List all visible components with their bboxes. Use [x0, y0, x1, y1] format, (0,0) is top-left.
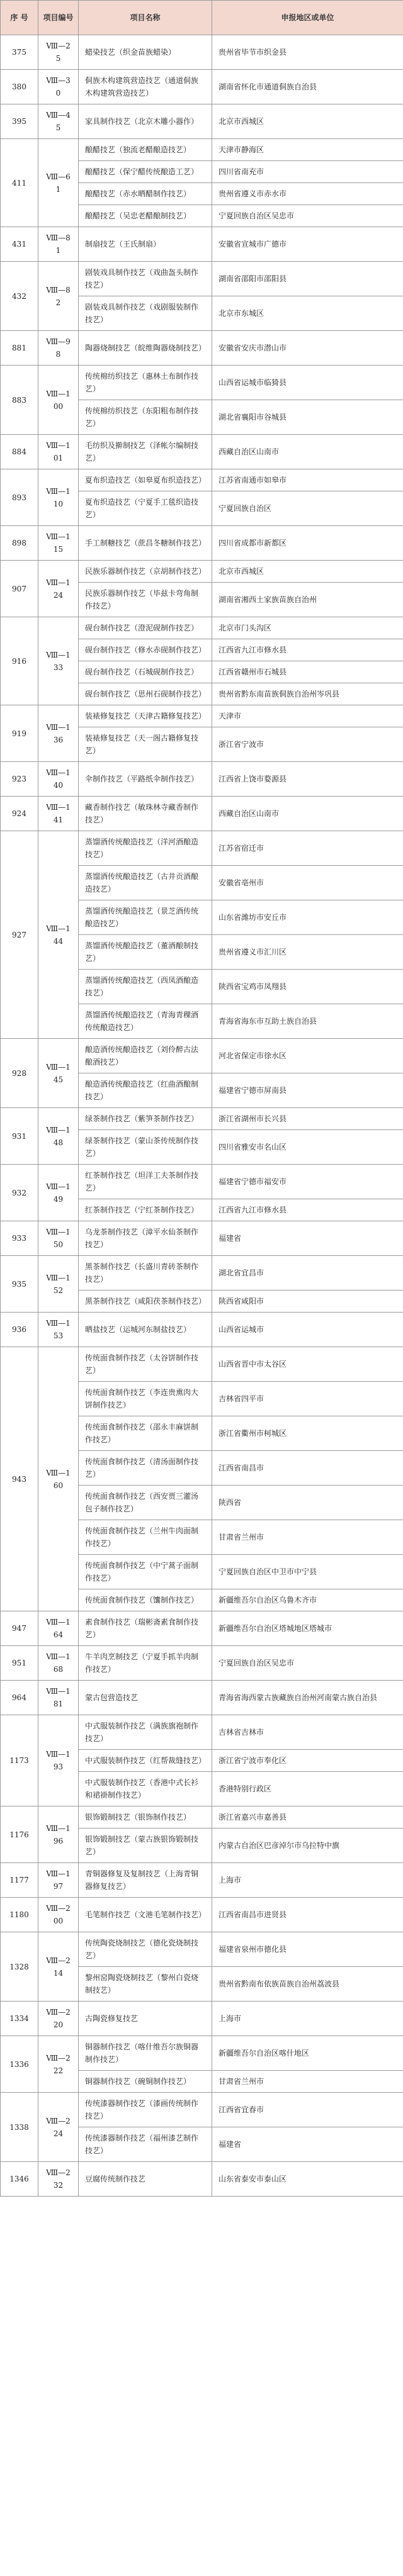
cell-code: Ⅷ—115 — [38, 526, 79, 561]
cell-region: 香港特别行政区 — [212, 1772, 403, 1806]
cell-region: 湖南省邵阳市邵阳县 — [212, 262, 403, 296]
cell-region: 上海市 — [212, 1863, 403, 1898]
cell-seq: 933 — [1, 1221, 38, 1256]
cell-region: 江苏省宿迁市 — [212, 831, 403, 866]
cell-code: Ⅷ—141 — [38, 797, 79, 831]
cell-code: Ⅷ—25 — [38, 35, 79, 70]
table-row — [1, 331, 403, 366]
cell-project-name: 蒙古包营造技艺 — [79, 1681, 212, 1715]
cell-seq: 1334 — [1, 2002, 38, 2036]
cell-project-name: 银饰锻制技艺（蒙古族银饰锻制技艺） — [79, 1828, 212, 1863]
cell-project-name: 牛羊肉烹制技艺（宁夏手抓羊肉制作技艺） — [79, 1646, 212, 1681]
cell-seq: 1336 — [1, 2036, 38, 2093]
cell-region: 福建省宁德市福安市 — [212, 1165, 403, 1199]
cell-project-name: 装裱修复技艺（天一阁古籍修复技艺） — [79, 727, 212, 762]
table-row — [1, 561, 403, 583]
cell-project-name: 传统面食制作技艺（太谷饼制作技艺） — [79, 1347, 212, 1382]
table-row — [1, 762, 403, 797]
cell-region: 青海省海东市互助土族自治县 — [212, 1004, 403, 1039]
header-code: 项目编号 — [38, 1, 79, 35]
cell-seq: 1346 — [1, 2162, 38, 2197]
cell-region: 甘肃省兰州市 — [212, 2071, 403, 2093]
cell-region: 湖南省怀化市通道侗族自治县 — [212, 70, 403, 104]
cell-code: Ⅷ—133 — [38, 617, 79, 705]
table-row — [1, 705, 403, 727]
cell-region: 湖南省湘西土家族苗族自治州 — [212, 583, 403, 617]
cell-region: 江西省九江市修水县 — [212, 1199, 403, 1221]
cell-project-name: 传统面食制作技艺（李连贵熏肉大饼制作技艺） — [79, 1382, 212, 1416]
cell-project-name: 绿茶制作技艺（紫笋茶制作技艺） — [79, 1108, 212, 1130]
cell-region: 青海省海西蒙古族藏族自治州河南蒙古族自治县 — [212, 1681, 403, 1715]
cell-region: 西藏自治区山南市 — [212, 435, 403, 469]
cell-region: 贵州省遵义市汇川区 — [212, 935, 403, 970]
cell-region: 浙江省宁波市 — [212, 727, 403, 762]
cell-project-name: 黑茶制作技艺（长盛川青砖茶制作技艺） — [79, 1256, 212, 1291]
cell-region: 贵州省黔南布依族苗族自治州荔波县 — [212, 1967, 403, 2002]
cell-region: 安徽省安庆市潜山市 — [212, 331, 403, 366]
cell-code: Ⅷ—81 — [38, 227, 79, 262]
cell-seq: 935 — [1, 1256, 38, 1313]
cell-region: 江西省九江市修水县 — [212, 639, 403, 661]
cell-seq: 916 — [1, 617, 38, 705]
cell-project-name: 黎州窑陶瓷烧制技艺（黎州白瓷烧制技艺） — [79, 1967, 212, 2002]
cell-project-name: 传统漆器制作技艺（漆画传统制作技艺） — [79, 2093, 212, 2127]
table-row — [1, 1039, 403, 1073]
cell-region: 山西省晋中市太谷区 — [212, 1347, 403, 1382]
table-row — [1, 1221, 403, 1256]
cell-seq: 936 — [1, 1313, 38, 1347]
table-row — [1, 1646, 403, 1681]
cell-project-name: 豆腐传统制作技艺 — [79, 2162, 212, 2197]
cell-project-name: 民族乐器制作技艺（毕兹卡弯角制作技艺） — [79, 583, 212, 617]
cell-project-name: 装裱修复技艺（天津古籍修复技艺） — [79, 705, 212, 727]
cell-code: Ⅷ—193 — [38, 1715, 79, 1806]
cell-region: 江苏省南通市如皋市 — [212, 469, 403, 491]
cell-seq: 411 — [1, 139, 38, 227]
header-name: 项目名称 — [79, 1, 212, 35]
cell-code: Ⅷ—200 — [38, 1898, 79, 1932]
header-seq: 序 号 — [1, 1, 38, 35]
cell-code: Ⅷ—152 — [38, 1256, 79, 1313]
cell-region: 陕西省 — [212, 1486, 403, 1520]
table-body — [1, 35, 403, 2197]
cell-seq: 1176 — [1, 1806, 38, 1863]
cell-region: 福建省宁德市屏南县 — [212, 1073, 403, 1108]
cell-code: Ⅷ—222 — [38, 2036, 79, 2093]
cell-seq: 881 — [1, 331, 38, 366]
cell-region: 西藏自治区山南市 — [212, 797, 403, 831]
cell-region: 新疆维吾尔自治区乌鲁木齐市 — [212, 1589, 403, 1611]
cell-project-name: 传统陶瓷烧制技艺（德化瓷烧制技艺） — [79, 1932, 212, 1967]
cell-seq: 375 — [1, 35, 38, 70]
cell-region: 福建省 — [212, 2127, 403, 2162]
cell-code: Ⅷ—220 — [38, 2002, 79, 2036]
table-row — [1, 469, 403, 491]
cell-code: Ⅷ—168 — [38, 1646, 79, 1681]
cell-region: 福建省泉州市德化县 — [212, 1932, 403, 1967]
table-row — [1, 1108, 403, 1130]
cell-project-name: 银饰锻制技艺（银饰制作技艺） — [79, 1806, 212, 1828]
cell-project-name: 酿醋技艺（赤水晒醋制作技艺） — [79, 183, 212, 205]
cell-region: 山东省潍坊市安丘市 — [212, 900, 403, 935]
cell-project-name: 铜器制作技艺（碗铜制作技艺） — [79, 2071, 212, 2093]
cell-region: 河北省保定市徐水区 — [212, 1039, 403, 1073]
cell-project-name: 晒盐技艺（运城河东制盐技艺） — [79, 1313, 212, 1347]
cell-code: Ⅷ—124 — [38, 561, 79, 617]
cell-project-name: 酿醋技艺（吴忠老醋酿制技艺） — [79, 205, 212, 227]
table-row — [1, 1611, 403, 1646]
cell-project-name: 陶器烧制技艺（皖维陶器烧制技艺） — [79, 331, 212, 366]
cell-region: 上海市 — [212, 2002, 403, 2036]
cell-code: Ⅷ—145 — [38, 1039, 79, 1108]
cell-code: Ⅷ—101 — [38, 435, 79, 469]
cell-region: 北京市西城区 — [212, 561, 403, 583]
cell-seq: 380 — [1, 70, 38, 104]
cell-region: 山西省运城市 — [212, 1313, 403, 1347]
cell-region: 江西省赣州市石城县 — [212, 661, 403, 683]
cell-code: Ⅷ—148 — [38, 1108, 79, 1165]
cell-code: Ⅷ—197 — [38, 1863, 79, 1898]
table-row — [1, 1313, 403, 1347]
cell-project-name: 中式服装制作技艺（红帮裁缝技艺） — [79, 1750, 212, 1772]
cell-project-name: 蜡染技艺（织金苗族蜡染） — [79, 35, 212, 70]
cell-code: Ⅷ—82 — [38, 262, 79, 331]
table-row — [1, 1347, 403, 1382]
cell-project-name: 伞制作技艺（平路纸伞制作技艺） — [79, 762, 212, 797]
cell-region: 北京市东城区 — [212, 296, 403, 331]
cell-seq: 964 — [1, 1681, 38, 1715]
cell-seq: 923 — [1, 762, 38, 797]
cell-seq: 924 — [1, 797, 38, 831]
cell-code: Ⅷ—144 — [38, 831, 79, 1039]
table-row — [1, 435, 403, 469]
cell-region: 四川省成都市新都区 — [212, 526, 403, 561]
cell-region: 北京市门头沟区 — [212, 617, 403, 639]
cell-project-name: 酿造酒传统酿造技艺（刘伶醉古法酿酒技艺） — [79, 1039, 212, 1073]
table-row — [1, 797, 403, 831]
cell-code: Ⅷ—61 — [38, 139, 79, 227]
cell-project-name: 蒸馏酒传统酿造技艺（洋河酒酿造技艺） — [79, 831, 212, 866]
table-row — [1, 104, 403, 139]
cell-region: 山西省运城市临猗县 — [212, 366, 403, 400]
cell-region: 江西省上饶市婺源县 — [212, 762, 403, 797]
cell-project-name: 民族乐器制作技艺（京胡制作技艺） — [79, 561, 212, 583]
cell-seq: 893 — [1, 469, 38, 526]
cell-project-name: 家具制作技艺（北京木雕小器作） — [79, 104, 212, 139]
cell-region: 宁夏回族自治区中卫市中宁县 — [212, 1555, 403, 1589]
table-row — [1, 617, 403, 639]
cell-seq: 1180 — [1, 1898, 38, 1932]
table-row — [1, 70, 403, 104]
table-row — [1, 1715, 403, 1750]
cell-project-name: 藏香制作技艺（敏珠林寺藏香制作技艺） — [79, 797, 212, 831]
cell-code: Ⅷ—153 — [38, 1313, 79, 1347]
cell-project-name: 毛笔制作技艺（文港毛笔制作技艺） — [79, 1898, 212, 1932]
cell-project-name: 剧装戏具制作技艺（戏曲盔头制作技艺） — [79, 262, 212, 296]
cell-project-name: 素食制作技艺（瑞彬斋素食制作技艺） — [79, 1611, 212, 1646]
cell-region: 宁夏回族自治区 — [212, 491, 403, 526]
cell-project-name: 红茶制作技艺（坦洋工夫茶制作技艺） — [79, 1165, 212, 1199]
cell-project-name: 传统面食制作技艺（邵永丰麻饼制作技艺） — [79, 1416, 212, 1451]
table-row — [1, 526, 403, 561]
cell-seq: 1328 — [1, 1932, 38, 2002]
cell-project-name: 蒸馏酒传统酿造技艺（古井贡酒酿造技艺） — [79, 866, 212, 900]
cell-project-name: 中式服装制作技艺（满族旗袍制作技艺） — [79, 1715, 212, 1750]
cell-seq: 883 — [1, 366, 38, 435]
cell-project-name: 夏布织造技艺（如皋夏布织造技艺） — [79, 469, 212, 491]
cell-seq: 947 — [1, 1611, 38, 1646]
cell-project-name: 酿醋技艺（独流老醋酿造技艺） — [79, 139, 212, 161]
cell-code: Ⅷ—160 — [38, 1347, 79, 1611]
cell-project-name: 传统面食制作技艺（馕制作技艺） — [79, 1589, 212, 1611]
table-row — [1, 2093, 403, 2127]
cell-region: 新疆维吾尔自治区喀什地区 — [212, 2036, 403, 2071]
cell-project-name: 乌龙茶制作技艺（漳平水仙茶制作技艺） — [79, 1221, 212, 1256]
cell-region: 宁夏回族自治区吴忠市 — [212, 1646, 403, 1681]
table-row — [1, 1165, 403, 1199]
cell-region: 宁夏回族自治区吴忠市 — [212, 205, 403, 227]
cell-project-name: 砚台制作技艺（修水赤砚制作技艺） — [79, 639, 212, 661]
table-row — [1, 227, 403, 262]
cell-project-name: 中式服装制作技艺（香港中式长衫和裙褂制作技艺） — [79, 1772, 212, 1806]
cell-region: 湖北省襄阳市谷城县 — [212, 400, 403, 435]
cell-region: 天津市静海区 — [212, 139, 403, 161]
cell-code: Ⅷ—196 — [38, 1806, 79, 1863]
cell-project-name: 蒸馏酒传统酿造技艺（董酒酿制技艺） — [79, 935, 212, 970]
cell-project-name: 酿醋技艺（保宁醋传统酿造工艺） — [79, 161, 212, 183]
cell-code: Ⅷ—214 — [38, 1932, 79, 2002]
cell-region: 安徽省宣城市广德市 — [212, 227, 403, 262]
cell-region: 贵州省毕节市织金县 — [212, 35, 403, 70]
cell-project-name: 黑茶制作技艺（咸阳茯茶制作技艺） — [79, 1291, 212, 1313]
table-row — [1, 1898, 403, 1932]
cell-code: Ⅷ—45 — [38, 104, 79, 139]
cell-project-name: 传统面食制作技艺（西安贾三灌汤包子制作技艺） — [79, 1486, 212, 1520]
cell-project-name: 古陶瓷修复技艺 — [79, 2002, 212, 2036]
table-row — [1, 366, 403, 400]
cell-seq: 943 — [1, 1347, 38, 1611]
cell-region: 吉林省吉林市 — [212, 1715, 403, 1750]
cell-project-name: 砚台制作技艺（石城砚制作技艺） — [79, 661, 212, 683]
cell-seq: 907 — [1, 561, 38, 617]
cell-project-name: 绿茶制作技艺（蒙山茶传统制作技艺） — [79, 1130, 212, 1165]
table-row — [1, 1863, 403, 1898]
cell-code: Ⅷ—30 — [38, 70, 79, 104]
cell-project-name: 蒸馏酒传统酿造技艺（景芝酒传统酿造技艺） — [79, 900, 212, 935]
cell-region: 江西省宜春市 — [212, 2093, 403, 2127]
cell-seq: 898 — [1, 526, 38, 561]
cell-region: 天津市 — [212, 705, 403, 727]
table-row — [1, 262, 403, 296]
cell-region: 江西省南昌市 — [212, 1451, 403, 1486]
cell-seq: 1173 — [1, 1715, 38, 1806]
cell-project-name: 毛纺织及擀制技艺（泽帐尔编制技艺） — [79, 435, 212, 469]
cell-region: 浙江省湖州市长兴县 — [212, 1108, 403, 1130]
cell-project-name: 手工制糖技艺（蔗昌冬糖制作技艺） — [79, 526, 212, 561]
cell-region: 安徽省亳州市 — [212, 866, 403, 900]
cell-region: 甘肃省兰州市 — [212, 1520, 403, 1555]
cell-region: 四川省雅安市名山区 — [212, 1130, 403, 1165]
cell-region: 内蒙古自治区巴彦淖尔市乌拉特中旗 — [212, 1828, 403, 1863]
cell-project-name: 砚台制作技艺（思州石砚制作技艺） — [79, 683, 212, 705]
cell-project-name: 传统棉纺织技艺（惠林土布制作技艺） — [79, 366, 212, 400]
cell-region: 浙江省衢州市柯城区 — [212, 1416, 403, 1451]
cell-code: Ⅷ—140 — [38, 762, 79, 797]
cell-code: Ⅷ—100 — [38, 366, 79, 435]
cell-region: 新疆维吾尔自治区塔城地区塔城市 — [212, 1611, 403, 1646]
cell-seq: 1177 — [1, 1863, 38, 1898]
table-row — [1, 831, 403, 866]
cell-project-name: 夏布织造技艺（宁夏手工毯织造技艺） — [79, 491, 212, 526]
cell-seq: 1338 — [1, 2093, 38, 2162]
cell-project-name: 传统面食制作技艺（兰州牛肉面制作技艺） — [79, 1520, 212, 1555]
cell-project-name: 制扇技艺（王氏制扇） — [79, 227, 212, 262]
header-region: 申报地区或单位 — [212, 1, 403, 35]
cell-code: Ⅷ—110 — [38, 469, 79, 526]
cell-region: 陕西省咸阳市 — [212, 1291, 403, 1313]
cell-region: 浙江省嘉兴市嘉善县 — [212, 1806, 403, 1828]
table-row — [1, 1681, 403, 1715]
cell-region: 江西省南昌市进贤县 — [212, 1898, 403, 1932]
table-row — [1, 139, 403, 161]
cell-code: Ⅷ—136 — [38, 705, 79, 762]
cell-project-name: 侗族木构建筑营造技艺（通道侗族木构建筑营造技艺） — [79, 70, 212, 104]
cell-project-name: 传统漆器制作技艺（福州漆艺制作技艺） — [79, 2127, 212, 2162]
cell-project-name: 红茶制作技艺（宁红茶制作技艺） — [79, 1199, 212, 1221]
cell-region: 福建省 — [212, 1221, 403, 1256]
cell-project-name: 蒸馏酒传统酿造技艺（青海青稞酒传统酿造技艺） — [79, 1004, 212, 1039]
cell-project-name: 酿造酒传统酿造技艺（红曲酒酿制技艺） — [79, 1073, 212, 1108]
table-header-row — [1, 1, 403, 35]
cell-code: Ⅷ—149 — [38, 1165, 79, 1221]
cell-region: 浙江省宁波市奉化区 — [212, 1750, 403, 1772]
cell-project-name: 铜器制作技艺（喀什维吾尔族铜器制作技艺） — [79, 2036, 212, 2071]
cell-code: Ⅷ—224 — [38, 2093, 79, 2162]
cell-seq: 919 — [1, 705, 38, 762]
table-row — [1, 35, 403, 70]
cell-seq: 951 — [1, 1646, 38, 1681]
cell-code: Ⅷ—150 — [38, 1221, 79, 1256]
cell-seq: 432 — [1, 262, 38, 331]
cell-project-name: 传统面食制作技艺（中宁蒿子面制作技艺） — [79, 1555, 212, 1589]
cell-code: Ⅷ—98 — [38, 331, 79, 366]
table-row — [1, 1256, 403, 1291]
cell-seq: 431 — [1, 227, 38, 262]
cell-seq: 931 — [1, 1108, 38, 1165]
cell-region: 陕西省宝鸡市凤翔县 — [212, 970, 403, 1004]
table-row — [1, 1806, 403, 1828]
cell-seq: 927 — [1, 831, 38, 1039]
cell-region: 吉林省四平市 — [212, 1382, 403, 1416]
cell-region: 贵州省黔东南苗族侗族自治州岑巩县 — [212, 683, 403, 705]
cell-project-name: 蒸馏酒传统酿造技艺（西凤酒酿造技艺） — [79, 970, 212, 1004]
cell-region: 四川省南充市 — [212, 161, 403, 183]
cell-code: Ⅷ—164 — [38, 1611, 79, 1646]
cell-project-name: 砚台制作技艺（澄泥砚制作技艺） — [79, 617, 212, 639]
cell-seq: 928 — [1, 1039, 38, 1108]
cell-region: 湖北省宜昌市 — [212, 1256, 403, 1291]
table-row — [1, 2002, 403, 2036]
cell-region: 北京市西城区 — [212, 104, 403, 139]
cell-region: 山东省泰安市泰山区 — [212, 2162, 403, 2197]
cell-project-name: 传统面食制作技艺（清汤面制作技艺） — [79, 1451, 212, 1486]
cell-project-name: 剧装戏具制作技艺（戏剧服装制作技艺） — [79, 296, 212, 331]
cell-seq: 932 — [1, 1165, 38, 1221]
table-row — [1, 2162, 403, 2197]
cell-project-name: 传统棉纺织技艺（东阳粗布制作技艺） — [79, 400, 212, 435]
cell-seq: 395 — [1, 104, 38, 139]
cell-code: Ⅷ—232 — [38, 2162, 79, 2197]
cell-project-name: 青铜器修复及复制技艺（上海青铜器修复技艺） — [79, 1863, 212, 1898]
table-row — [1, 2036, 403, 2071]
cell-region: 贵州省遵义市赤水市 — [212, 183, 403, 205]
cell-code: Ⅷ—181 — [38, 1681, 79, 1715]
cell-seq: 884 — [1, 435, 38, 469]
table-row — [1, 1932, 403, 1967]
